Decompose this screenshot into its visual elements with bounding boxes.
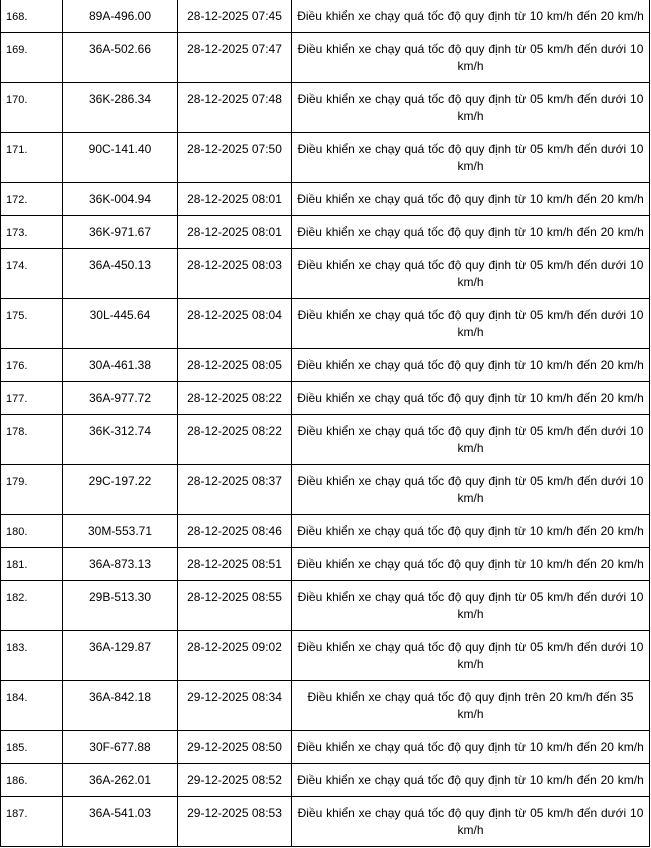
violation-time: 29-12-2025 08:34 — [187, 690, 282, 704]
violation-time: 28-12-2025 07:48 — [187, 92, 282, 106]
license-plate: 30M-553.71 — [87, 524, 153, 538]
violation-time: 29-12-2025 08:53 — [187, 806, 282, 820]
violation-description-cell — [292, 731, 650, 764]
license-plate-cell — [63, 349, 178, 382]
violation-description-cell — [292, 133, 650, 183]
violation-description-cell — [292, 33, 650, 83]
violation-description: Điều khiển xe chạy quá tốc độ quy định từ 10 km/h đến 20 km/h — [297, 192, 644, 206]
violation-description: Điều khiển xe chạy quá tốc độ quy định từ 05 km/h đến dưới 10 km/h — [297, 92, 644, 123]
violation-description: Điều khiển xe chạy quá tốc độ quy định từ 05 km/h đến dưới 10 km/h — [297, 424, 644, 455]
row-number: 183. — [6, 642, 28, 654]
violation-time-cell — [178, 183, 292, 216]
violation-time-cell — [178, 349, 292, 382]
row-number: 169. — [6, 44, 28, 56]
violation-description-cell — [292, 631, 650, 681]
row-number: 182. — [6, 592, 28, 604]
row-number: 176. — [6, 360, 28, 372]
row-number-cell — [1, 349, 63, 382]
license-plate: 30L-445.64 — [89, 308, 151, 322]
violation-time-cell — [178, 681, 292, 731]
license-plate: 30A-461.38 — [88, 358, 152, 372]
row-number-cell — [1, 515, 63, 548]
row-number-cell — [1, 249, 63, 299]
violation-description-cell — [292, 548, 650, 581]
row-number-cell — [1, 465, 63, 515]
table-row — [1, 382, 650, 415]
license-plate: 36A-262.01 — [88, 773, 152, 787]
license-plate-cell — [63, 83, 178, 133]
violation-time: 29-12-2025 08:52 — [187, 773, 282, 787]
table-row — [1, 349, 650, 382]
license-plate: 30F-677.88 — [89, 740, 151, 754]
license-plate: 29B-513.30 — [88, 590, 152, 604]
violation-time: 28-12-2025 08:01 — [187, 225, 282, 239]
row-number-cell — [1, 133, 63, 183]
row-number: 174. — [6, 260, 28, 272]
license-plate-cell — [63, 681, 178, 731]
license-plate-cell — [63, 33, 178, 83]
violation-description: Điều khiển xe chạy quá tốc độ quy định từ 10 km/h đến 20 km/h — [297, 358, 644, 372]
row-number-cell — [1, 83, 63, 133]
violation-time: 28-12-2025 08:22 — [187, 391, 282, 405]
license-plate-cell — [63, 515, 178, 548]
violation-description-cell — [292, 299, 650, 349]
row-number-cell — [1, 415, 63, 465]
violation-time: 28-12-2025 08:37 — [187, 474, 282, 488]
violation-time-cell — [178, 133, 292, 183]
violation-time-cell — [178, 415, 292, 465]
license-plate: 36A-450.13 — [88, 258, 152, 272]
violation-time-cell — [178, 33, 292, 83]
license-plate: 36A-502.66 — [88, 42, 152, 56]
violation-description: Điều khiển xe chạy quá tốc độ quy định từ 05 km/h đến dưới 10 km/h — [297, 258, 644, 289]
table-row — [1, 731, 650, 764]
row-number-cell — [1, 581, 63, 631]
violation-time-cell — [178, 83, 292, 133]
license-plate: 36A-873.13 — [88, 557, 152, 571]
violation-description-cell — [292, 465, 650, 515]
license-plate: 90C-141.40 — [88, 142, 152, 156]
violation-description: Điều khiển xe chạy quá tốc độ quy định từ 05 km/h đến dưới 10 km/h — [297, 640, 644, 671]
violation-time: 28-12-2025 07:45 — [187, 9, 282, 23]
row-number: 171. — [6, 144, 28, 156]
license-plate: 36A-129.87 — [88, 640, 152, 654]
violation-description: Điều khiển xe chạy quá tốc độ quy định từ 05 km/h đến dưới 10 km/h — [297, 806, 644, 837]
violation-description-cell — [292, 0, 650, 33]
table-row — [1, 465, 650, 515]
row-number-cell — [1, 631, 63, 681]
violation-description-cell — [292, 349, 650, 382]
violation-description: Điều khiển xe chạy quá tốc độ quy định từ 05 km/h đến dưới 10 km/h — [297, 142, 644, 173]
row-number: 187. — [6, 808, 28, 820]
table-row — [1, 0, 650, 33]
row-number: 185. — [6, 742, 28, 754]
license-plate-cell — [63, 299, 178, 349]
violation-description: Điều khiển xe chạy quá tốc độ quy định từ 10 km/h đến 20 km/h — [297, 391, 644, 405]
violation-description-cell — [292, 183, 650, 216]
row-number: 184. — [6, 692, 28, 704]
table-row — [1, 631, 650, 681]
row-number: 175. — [6, 310, 28, 322]
violation-description-cell — [292, 681, 650, 731]
row-number: 170. — [6, 94, 28, 106]
violation-time-cell — [178, 299, 292, 349]
violation-description-cell — [292, 581, 650, 631]
row-number-cell — [1, 0, 63, 33]
row-number-cell — [1, 216, 63, 249]
violation-time-cell — [178, 0, 292, 33]
row-number: 186. — [6, 775, 28, 787]
row-number-cell — [1, 299, 63, 349]
row-number-cell — [1, 548, 63, 581]
row-number: 181. — [6, 559, 28, 571]
violation-time: 28-12-2025 08:05 — [187, 358, 282, 372]
violation-description: Điều khiển xe chạy quá tốc độ quy định từ 10 km/h đến 20 km/h — [297, 557, 644, 571]
license-plate: 36K-286.34 — [88, 92, 152, 106]
violation-time-cell — [178, 731, 292, 764]
table-row — [1, 249, 650, 299]
license-plate: 36K-971.67 — [88, 225, 152, 239]
license-plate-cell — [63, 548, 178, 581]
row-number: 180. — [6, 526, 28, 538]
violation-time: 28-12-2025 08:01 — [187, 192, 282, 206]
row-number: 173. — [6, 227, 28, 239]
row-number-cell — [1, 764, 63, 797]
table-row — [1, 183, 650, 216]
violation-time-cell — [178, 382, 292, 415]
violation-time: 28-12-2025 08:55 — [187, 590, 282, 604]
violation-description: Điều khiển xe chạy quá tốc độ quy định từ 05 km/h đến dưới 10 km/h — [297, 308, 644, 339]
violation-time: 28-12-2025 09:02 — [187, 640, 282, 654]
table-row — [1, 216, 650, 249]
license-plate-cell — [63, 415, 178, 465]
license-plate: 89A-496.00 — [88, 9, 152, 23]
violation-time-cell — [178, 764, 292, 797]
violation-time: 28-12-2025 08:46 — [187, 524, 282, 538]
violation-description: Điều khiển xe chạy quá tốc độ quy định từ 10 km/h đến 20 km/h — [297, 740, 644, 754]
license-plate-cell — [63, 216, 178, 249]
violations-table-body — [1, 0, 650, 847]
license-plate: 36K-004.94 — [88, 192, 152, 206]
table-row — [1, 299, 650, 349]
license-plate-cell — [63, 764, 178, 797]
violation-description: Điều khiển xe chạy quá tốc độ quy định từ 10 km/h đến 20 km/h — [297, 773, 644, 787]
violation-time: 28-12-2025 08:51 — [187, 557, 282, 571]
row-number-cell — [1, 183, 63, 216]
license-plate-cell — [63, 249, 178, 299]
license-plate-cell — [63, 731, 178, 764]
violation-description-cell — [292, 216, 650, 249]
violation-time-cell — [178, 249, 292, 299]
row-number: 172. — [6, 194, 28, 206]
row-number-cell — [1, 731, 63, 764]
table-row — [1, 415, 650, 465]
license-plate: 29C-197.22 — [88, 474, 152, 488]
violation-time-cell — [178, 465, 292, 515]
row-number-cell — [1, 382, 63, 415]
table-row — [1, 83, 650, 133]
license-plate: 36A-842.18 — [88, 690, 152, 704]
violation-time: 28-12-2025 08:04 — [187, 308, 282, 322]
row-number: 168. — [6, 11, 28, 23]
license-plate-cell — [63, 382, 178, 415]
violation-time-cell — [178, 797, 292, 847]
violation-time: 28-12-2025 08:03 — [187, 258, 282, 272]
table-row — [1, 548, 650, 581]
row-number-cell — [1, 33, 63, 83]
license-plate-cell — [63, 183, 178, 216]
table-row — [1, 33, 650, 83]
violation-description-cell — [292, 515, 650, 548]
violation-time: 28-12-2025 07:47 — [187, 42, 282, 56]
table-row — [1, 515, 650, 548]
violation-description-cell — [292, 249, 650, 299]
license-plate-cell — [63, 581, 178, 631]
table-row — [1, 797, 650, 847]
table-row — [1, 581, 650, 631]
license-plate-cell — [63, 133, 178, 183]
violation-description-cell — [292, 382, 650, 415]
violation-time-cell — [178, 581, 292, 631]
violation-description: Điều khiển xe chạy quá tốc độ quy định trên 20 km/h đến 35 km/h — [307, 690, 634, 721]
violation-description-cell — [292, 764, 650, 797]
license-plate: 36K-312.74 — [88, 424, 152, 438]
violation-time-cell — [178, 515, 292, 548]
row-number: 178. — [6, 426, 28, 438]
violation-description-cell — [292, 83, 650, 133]
license-plate: 36A-541.03 — [88, 806, 152, 820]
violation-description-cell — [292, 797, 650, 847]
table-row — [1, 681, 650, 731]
violation-time: 29-12-2025 08:50 — [187, 740, 282, 754]
license-plate-cell — [63, 797, 178, 847]
violation-time: 28-12-2025 08:22 — [187, 424, 282, 438]
violation-time-cell — [178, 631, 292, 681]
violation-time: 28-12-2025 07:50 — [187, 142, 282, 156]
table-row — [1, 133, 650, 183]
license-plate-cell — [63, 631, 178, 681]
violation-description: Điều khiển xe chạy quá tốc độ quy định từ 05 km/h đến dưới 10 km/h — [297, 42, 644, 73]
license-plate-cell — [63, 465, 178, 515]
violation-description: Điều khiển xe chạy quá tốc độ quy định từ 10 km/h đến 20 km/h — [297, 9, 644, 23]
row-number-cell — [1, 681, 63, 731]
license-plate: 36A-977.72 — [88, 391, 152, 405]
violation-description: Điều khiển xe chạy quá tốc độ quy định từ 10 km/h đến 20 km/h — [297, 225, 644, 239]
violation-description: Điều khiển xe chạy quá tốc độ quy định từ 10 km/h đến 20 km/h — [297, 524, 644, 538]
violation-description: Điều khiển xe chạy quá tốc độ quy định từ 05 km/h đến dưới 10 km/h — [297, 590, 644, 621]
violation-time-cell — [178, 216, 292, 249]
violation-time-cell — [178, 548, 292, 581]
row-number: 179. — [6, 476, 28, 488]
table-row — [1, 764, 650, 797]
row-number-cell — [1, 797, 63, 847]
violation-description-cell — [292, 415, 650, 465]
license-plate-cell — [63, 0, 178, 33]
row-number: 177. — [6, 393, 28, 405]
violation-description: Điều khiển xe chạy quá tốc độ quy định từ 05 km/h đến dưới 10 km/h — [297, 474, 644, 505]
